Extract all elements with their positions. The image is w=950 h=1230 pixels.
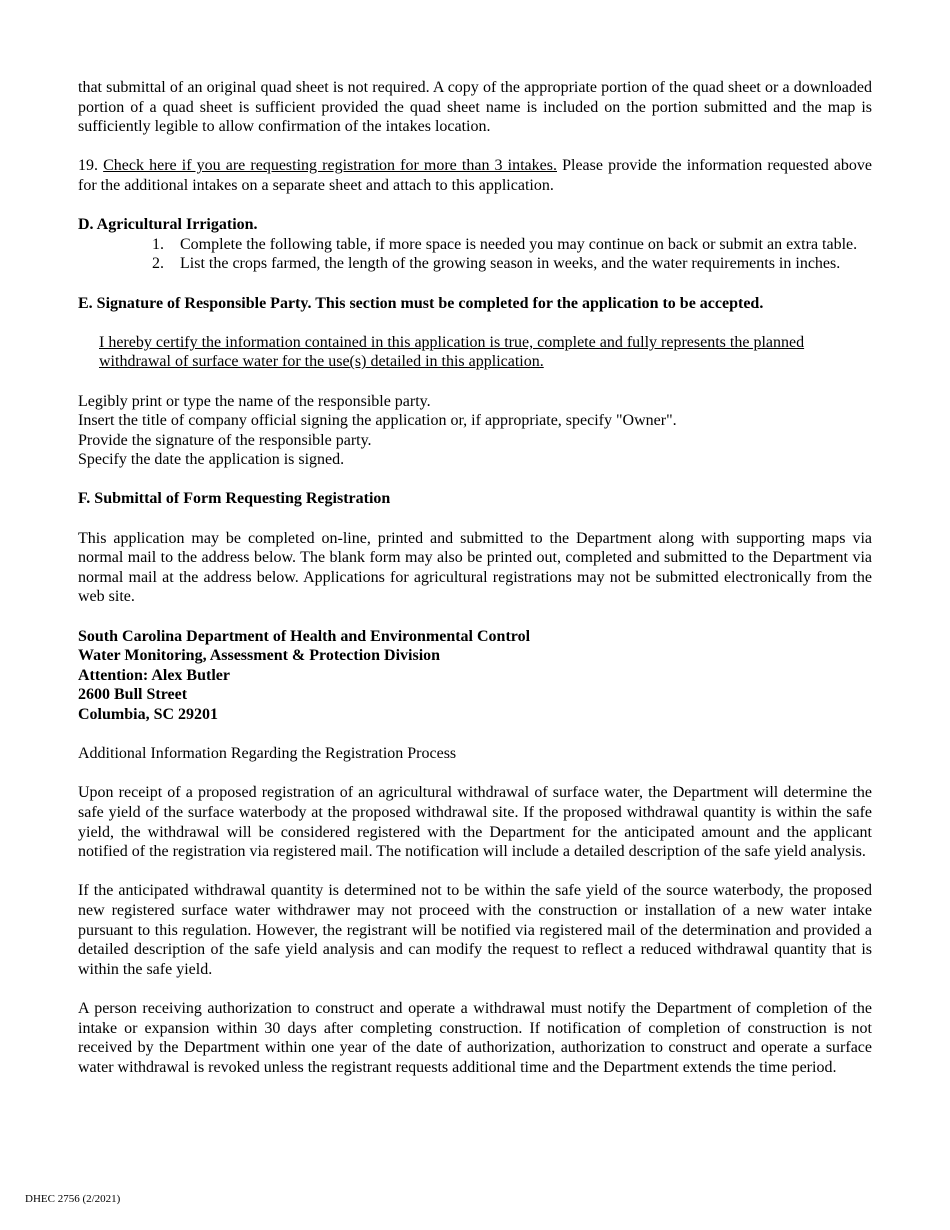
list-item-text: List the crops farmed, the length of the growing season in weeks, and the water requirements in inches. bbox=[180, 255, 841, 273]
section-e-heading: E. Signature of Responsible Party. This section must be completed for the application to be accepted. bbox=[78, 294, 764, 312]
item-19-number: 19. bbox=[78, 157, 98, 175]
instruction-line: Legibly print or type the name of the responsible party. bbox=[78, 392, 431, 410]
form-number-footer: DHEC 2756 (2/2021) bbox=[25, 1193, 121, 1205]
section-d-heading: D. Agricultural Irrigation. bbox=[78, 216, 258, 234]
list-item bbox=[78, 235, 872, 255]
list-item-number: 2. bbox=[152, 255, 164, 273]
address-line: South Carolina Department of Health and Environmental Control bbox=[78, 627, 531, 645]
address-line: Columbia, SC 29201 bbox=[78, 706, 219, 723]
instruction-line: Provide the signature of the responsible party. bbox=[78, 431, 372, 449]
section-d-list bbox=[78, 235, 872, 274]
certification-statement: I hereby certify the information contained in this application is true, complete and fully represents the planned withdrawal of surface water for the use(s) detailed in this application. bbox=[99, 333, 805, 371]
additional-info-paragraph: A person receiving authorization to construct and operate a withdrawal must notify the Department of completion of the intake or expansion within 30 days after completing construction. If notification of completion of construction is not received by the Department within one year of the date of authorization, authorization to construct and operate a surface water withdrawal is revoked unless the registrant requests additional time and the Department extends the time period. bbox=[78, 999, 872, 1076]
mailing-address bbox=[78, 627, 872, 725]
section-f-paragraph: This application may be completed on-line, printed and submitted to the Department along with supporting maps via normal mail to the address below. The blank form may also be printed out, completed and submitted to the Department via normal mail at the address below. Applications for agricultural registrations may not be submitted electronically from the web site. bbox=[78, 529, 872, 606]
address-line: Attention: Alex Butler bbox=[78, 666, 230, 684]
instruction-line: Insert the title of company official signing the application or, if appropriate, specify "Owner". bbox=[78, 412, 677, 430]
item-19 bbox=[78, 156, 872, 195]
item-19-checkbox-label[interactable]: Check here if you are requesting registration for more than 3 intakes. bbox=[103, 157, 557, 175]
list-item-number: 1. bbox=[152, 235, 164, 253]
additional-info-heading: Additional Information Regarding the Registration Process bbox=[78, 745, 457, 763]
address-line: 2600 Bull Street bbox=[78, 686, 188, 704]
address-line: Water Monitoring, Assessment & Protection Division bbox=[78, 647, 441, 665]
additional-info-paragraph: If the anticipated withdrawal quantity is determined not to be within the safe yield of the source waterbody, the proposed new registered surface water withdrawer may not proceed with the construction or installation of a new water intake pursuant to this regulation. However, the registrant will be notified via registered mail of the determination and provided a detailed description of the safe yield analysis and can modify the request to reflect a reduced withdrawal quantity that is within the safe yield. bbox=[78, 882, 872, 978]
section-f-heading: F. Submittal of Form Requesting Registration bbox=[78, 490, 391, 508]
item-19-text: Please provide the information requested above for the additional intakes on a separate sheet and attach to this application. bbox=[78, 157, 873, 194]
signature-instructions bbox=[78, 392, 872, 470]
list-item bbox=[78, 254, 872, 274]
document-page bbox=[78, 78, 872, 1077]
instruction-line: Specify the date the application is signed. bbox=[78, 451, 345, 469]
additional-info-paragraph: Upon receipt of a proposed registration of an agricultural withdrawal of surface water, the Department will determine the safe yield of the surface waterbody at the proposed withdrawal site. If the proposed withdrawal quantity is within the safe yield, the withdrawal will be considered registered with the Department for the anticipated amount and the applicant notified of the registration via registered mail. The notification will include a detailed description of the safe yield analysis. bbox=[78, 784, 872, 861]
intro-paragraph: that submittal of an original quad sheet is not required. A copy of the appropriate portion of the quad sheet or a downloaded portion of a quad sheet is sufficient provided the quad sheet name is included on the portion submitted and the map is sufficiently legible to allow confirmation of the intakes location. bbox=[78, 79, 872, 136]
list-item-text: Complete the following table, if more space is needed you may continue on back or submit an extra table. bbox=[180, 235, 858, 253]
